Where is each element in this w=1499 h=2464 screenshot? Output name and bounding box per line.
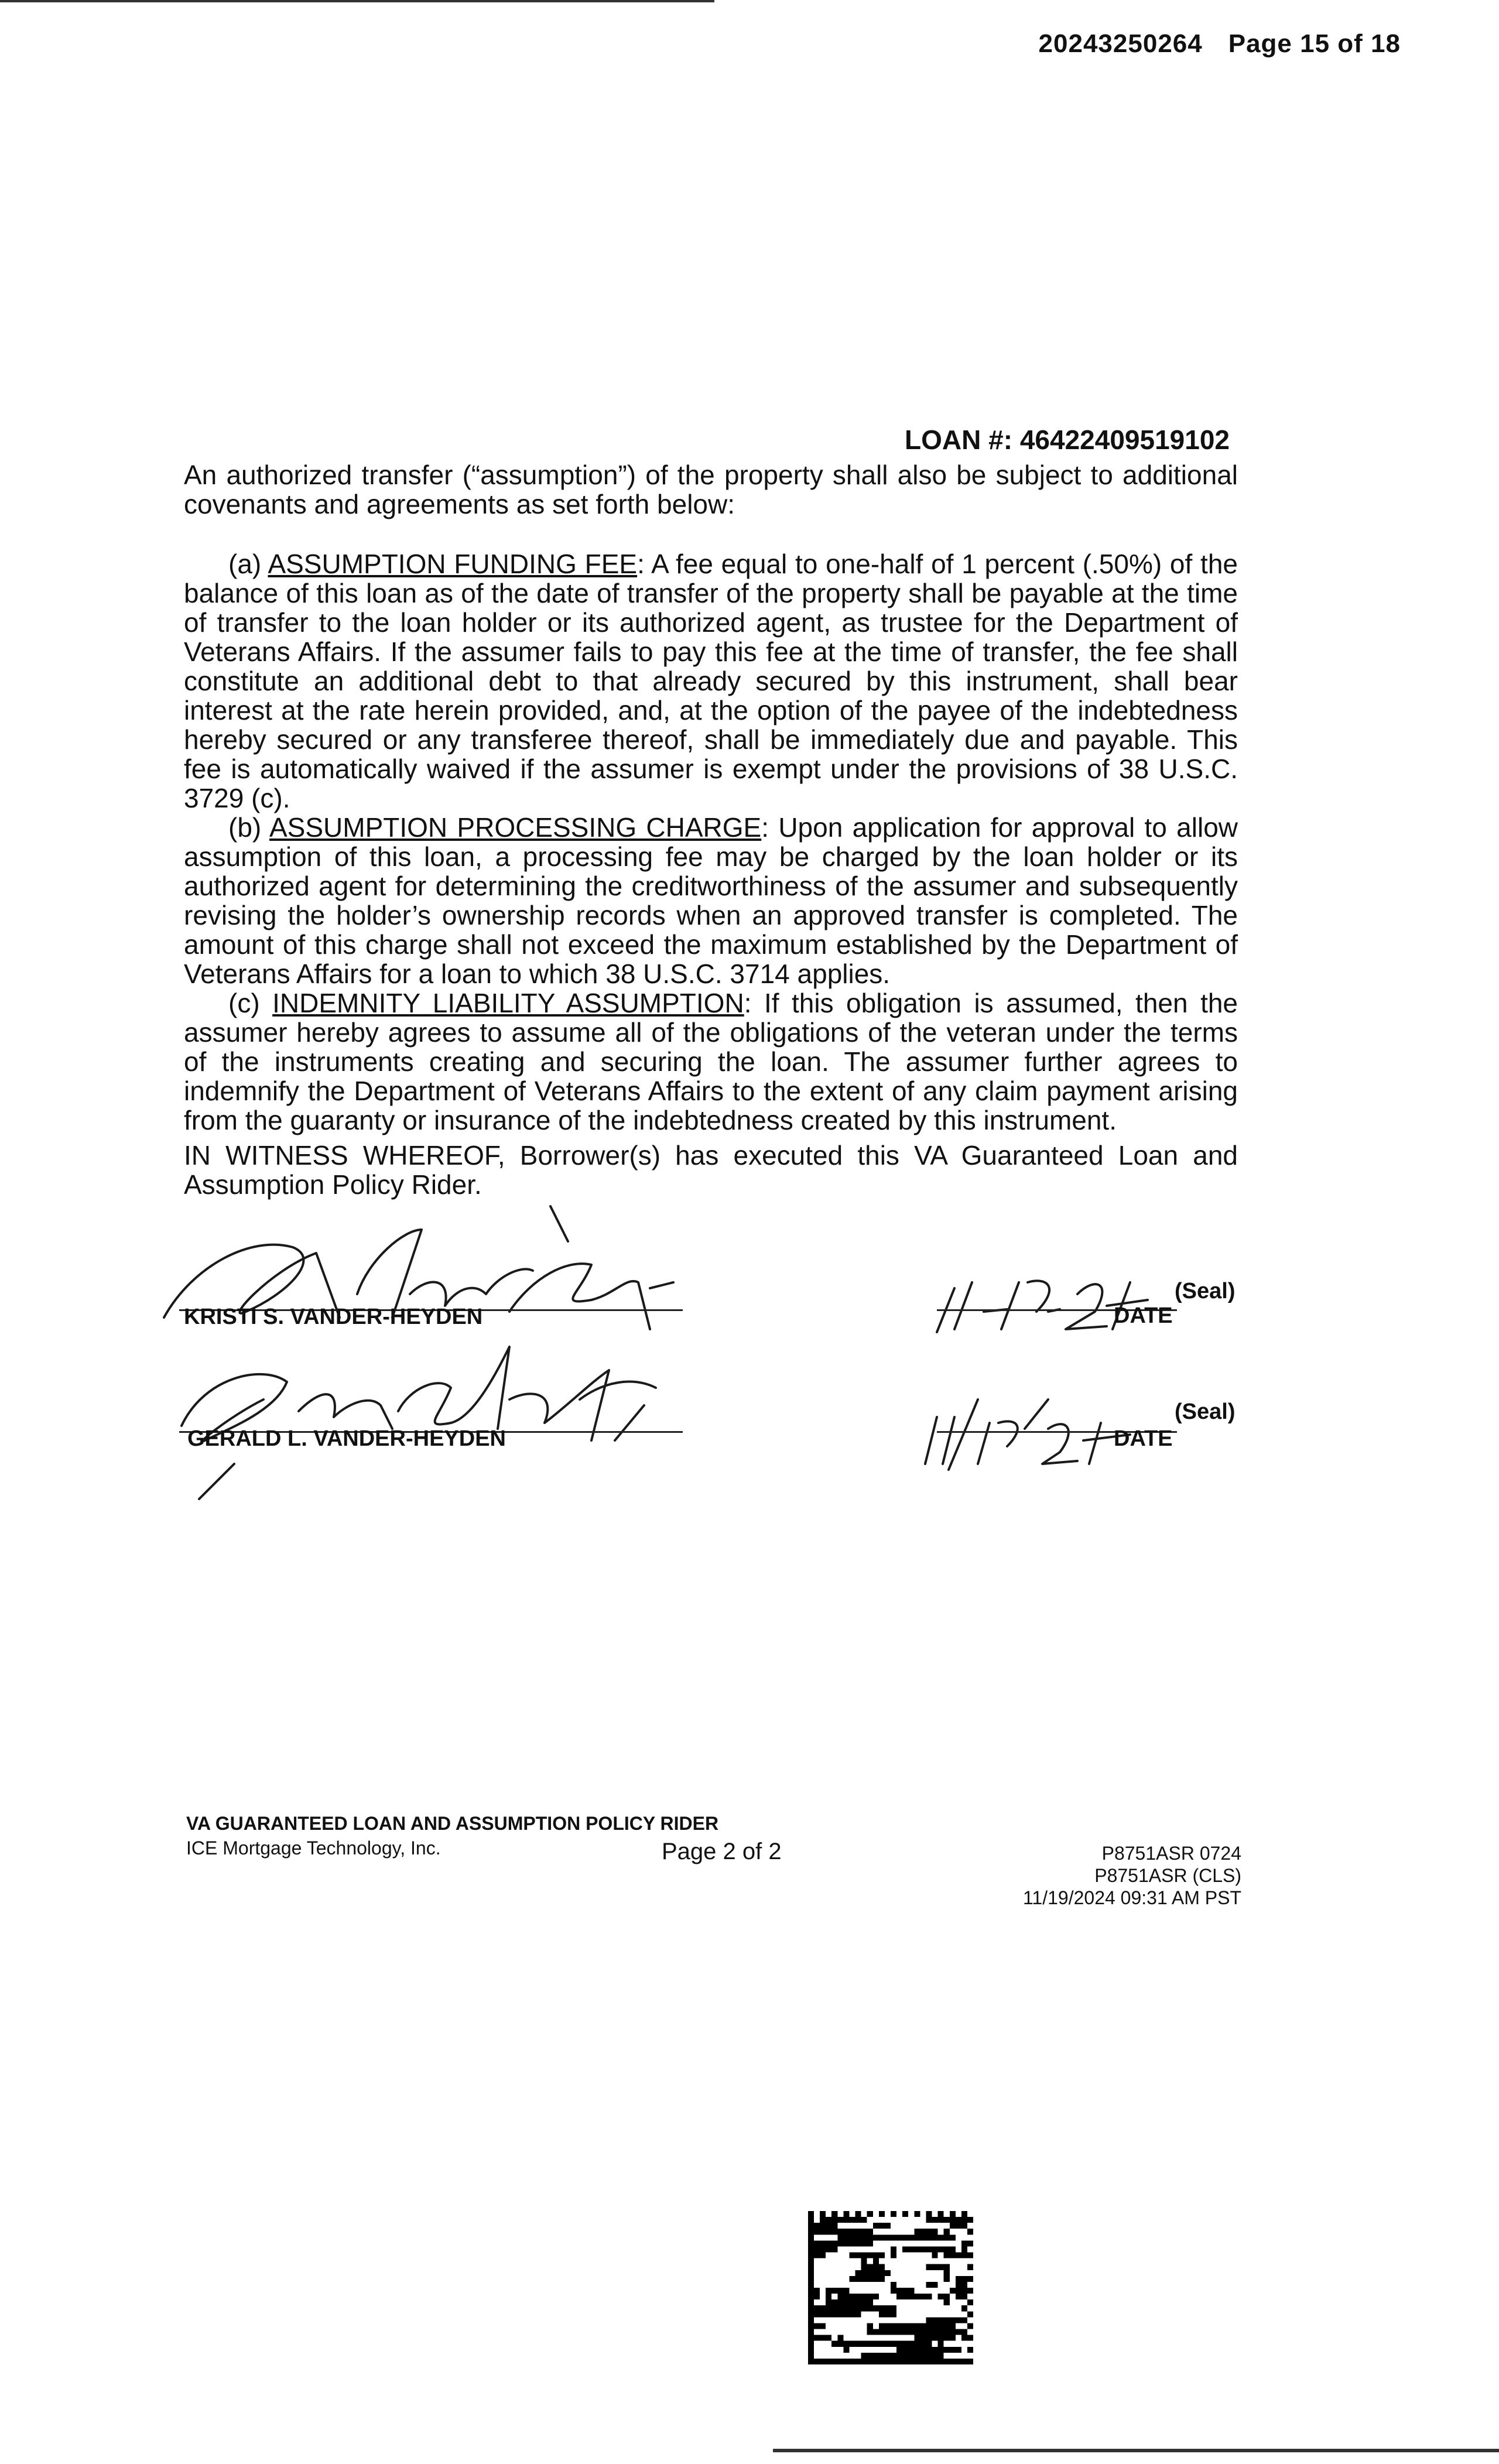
top-border-line	[0, 0, 714, 2]
footer-company: ICE Mortgage Technology, Inc.	[186, 1837, 441, 1859]
signer-name-gerald: GERALD L. VANDER-HEYDEN	[187, 1426, 506, 1451]
section-processing-charge: (b) ASSUMPTION PROCESSING CHARGE: Upon application for approval to allow assumption of this loan, a processing fee may be charged by the loan holder or its authorized agent for determining the creditworthiness of the assumer and subsequently revising the holder’s ownership records when an approved transfer is completed. The amount of this charge shall not exceed the maximum established by the Department of Veterans Affairs for a loan to which 38 U.S.C. 3714 applies.	[184, 812, 1238, 989]
section-heading: INDEMNITY LIABILITY ASSUMPTION	[272, 988, 744, 1018]
footer-form-codes	[1023, 1842, 1241, 1909]
form-code: P8751ASR 0724	[1101, 1843, 1241, 1864]
witness-statement: IN WITNESS WHEREOF, Borrower(s) has executed this VA Guaranteed Loan and Assumption Policy Rider.	[184, 1140, 1238, 1200]
section-funding-fee: (a) ASSUMPTION FUNDING FEE: A fee equal to one-half of 1 percent (.50%) of the balance of this loan as of the date of transfer of the property shall be payable at the time of transfer to the loan holder or its authorized agent, as trustee for the Department of Veterans Affairs. If the assumer fails to pay this fee at the time of transfer, the fee shall constitute an additional debt to that already secured by this instrument, shall bear interest at the rate herein provided, and, at the option of the payee of the indebtedness hereby secured or any transferee thereof, shall be immediately due and payable. This fee is automatically waived if the assumer is exempt under the provisions of 38 U.S.C. 3729 (c).	[184, 549, 1238, 813]
section-heading: ASSUMPTION FUNDING FEE	[268, 549, 638, 579]
form-code: P8751ASR (CLS)	[1094, 1865, 1241, 1886]
intro-paragraph: An authorized transfer (“assumption”) of the property shall also be subject to additional covenants and agreements as set forth below:	[184, 460, 1238, 519]
signature-gerald	[182, 1347, 656, 1499]
loan-number: LOAN #: 46422409519102	[905, 425, 1230, 455]
seal-label-kristi: (Seal)	[1175, 1279, 1236, 1303]
page-indicator: Page 15 of 18	[1228, 29, 1401, 58]
signer-name-kristi: KRISTI S. VANDER-HEYDEN	[184, 1305, 483, 1329]
bottom-border-line	[773, 2449, 1499, 2452]
footer-form-title: VA GUARANTEED LOAN AND ASSUMPTION POLICY RIDER	[186, 1813, 719, 1834]
handwritten-signatures	[146, 1195, 1259, 1511]
section-heading: ASSUMPTION PROCESSING CHARGE	[269, 812, 762, 843]
datamatrix-barcode	[807, 2211, 974, 2364]
seal-label-gerald: (Seal)	[1175, 1399, 1236, 1424]
document-number: 20243250264	[1038, 29, 1203, 58]
print-timestamp: 11/19/2024 09:31 AM PST	[1023, 1887, 1241, 1908]
date-label-gerald: DATE	[1114, 1426, 1173, 1451]
section-indemnity: (c) INDEMNITY LIABILITY ASSUMPTION: If this obligation is assumed, then the assumer hereby agrees to assume all of the obligations of the veteran under the terms of the instruments creating and securing the loan. The assumer further agrees to indemnify the Department of Veterans Affairs to the extent of any claim payment arising from the guaranty or insurance of the indebtedness created by this instrument.	[184, 988, 1238, 1135]
footer-page-number: Page 2 of 2	[662, 1839, 782, 1864]
recording-header	[1039, 29, 1401, 59]
date-gerald-handwritten	[925, 1399, 1130, 1470]
date-label-kristi: DATE	[1114, 1303, 1173, 1328]
covenant-sections	[184, 549, 1238, 1135]
